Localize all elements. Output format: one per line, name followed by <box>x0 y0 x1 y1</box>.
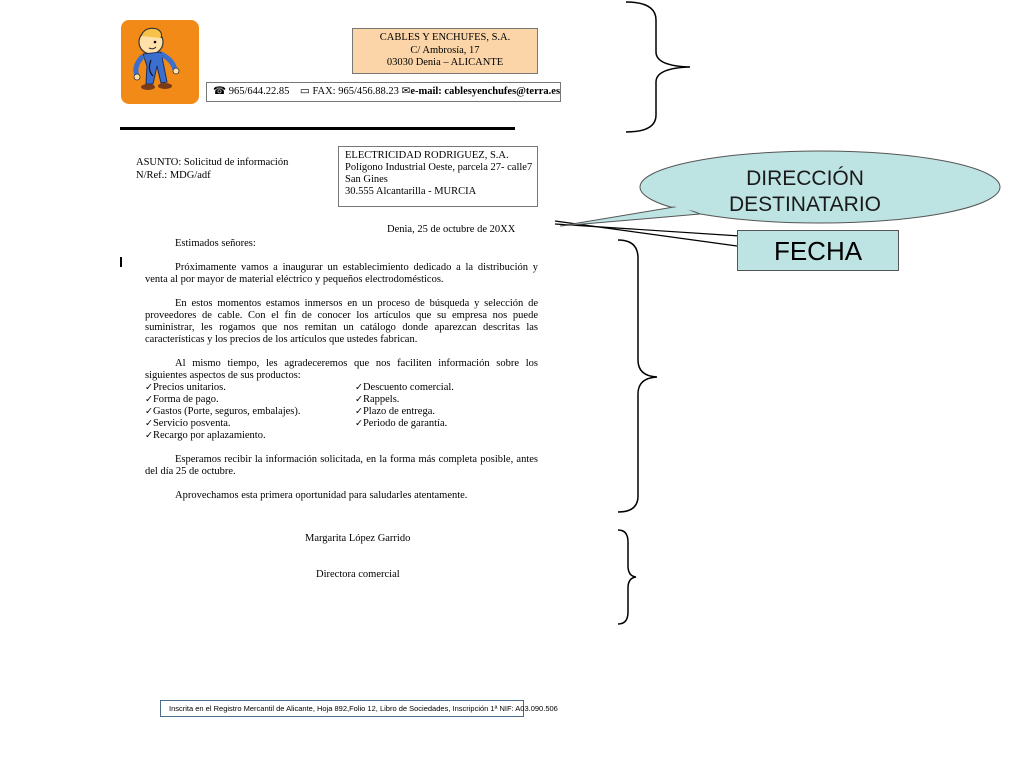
paragraph-3: Al mismo tiempo, les agradeceremos que nos faciliten información sobre los siguientes aspectos de sus productos: <box>145 358 538 381</box>
list-item-label: Plazo de entrega. <box>362 406 435 417</box>
list-item-label: Periodo de garantía. <box>362 418 448 429</box>
checkmark-icon: ✓ <box>145 430 153 441</box>
signer-name: Margarita López Garrido <box>305 533 411 544</box>
paragraph-5: Aprovechamos esta primera oportunidad para saludarles atentamente. <box>175 490 468 501</box>
recipient-line2: San Gines <box>345 174 388 185</box>
company-city: 03030 Denia – ALICANTE <box>386 57 504 68</box>
checkmark-icon: ✓ <box>145 382 153 393</box>
date-callout: FECHA <box>737 230 899 271</box>
paragraph-2: En estos momentos estamos inmersos en un proceso de búsqueda y selección de proveedores de cable. Con el fin de conocer los artículos que su empresa nos puede suministrar, les rogamos que nos remitan un catálogo donde aparezcan descritas las características y los precios de los artículos que ustedes fabrican. <box>145 298 538 345</box>
email-address[interactable]: e-mail: cablesyenchufes@terra.es <box>410 86 561 97</box>
greeting: Estimados señores: <box>175 238 256 249</box>
letter-date: Denia, 25 de octubre de 20XX <box>387 224 516 235</box>
checkmark-icon: ✓ <box>355 406 363 417</box>
checkmark-icon: ✓ <box>145 418 153 429</box>
phone-icon: ☎ <box>213 86 227 97</box>
list-item-label: Recargo por aplazamiento. <box>152 430 266 441</box>
signer-role: Directora comercial <box>316 569 400 580</box>
recipient-address-callout: DIRECCIÓN DESTINATARIO <box>728 167 882 216</box>
subject-line: ASUNTO: Solicitud de información <box>136 157 289 168</box>
paragraph-1: Próximamente vamos a inaugurar un establecimiento dedicado a la distribución y venta al por mayor de material eléctrico y pequeños electrodomésticos. <box>145 262 538 285</box>
mail-icon: ✉ <box>401 86 411 97</box>
list-item-label: Servicio posventa. <box>152 418 231 429</box>
registry-footer: Inscrita en el Registro Mercantil de Alicante, Hoja 892,Folio 12, Libro de Sociedades, Inscripción 1ª NIF: A03.090.506 <box>160 700 524 717</box>
fax-icon: ▭ <box>299 86 310 97</box>
checkmark-icon: ✓ <box>145 406 153 417</box>
list-item-label: Rappels. <box>362 394 400 405</box>
fax-number: FAX: 965/456.88.23 <box>312 86 399 97</box>
company-street: C/ Ambrosía, 17 <box>410 44 480 56</box>
list-item-label: Gastos (Porte, seguros, embalajes). <box>152 406 301 417</box>
list-item-label: Descuento comercial. <box>362 382 454 393</box>
curly-brace-icon <box>626 2 690 132</box>
checkmark-icon: ✓ <box>355 382 363 393</box>
checkmark-icon: ✓ <box>145 394 153 405</box>
phone-number: 965/644.22.85 <box>228 86 290 97</box>
list-item-label: Precios unitarios. <box>152 382 226 393</box>
paragraph-4: Esperamos recibir la información solicitada, en la forma más completa posible, antes del día 25 de octubre. <box>145 454 538 477</box>
reference-line: N/Ref.: MDG/adf <box>136 169 211 181</box>
recipient-name: ELECTRICIDAD RODRIGUEZ, S.A. <box>345 150 509 161</box>
curly-brace-icon <box>618 530 636 624</box>
checkmark-icon: ✓ <box>355 418 363 429</box>
recipient-line1: Polígono Industrial Oeste, parcela 27- calle7 <box>345 162 533 173</box>
company-name: CABLES Y ENCHUFES, S.A. <box>379 32 511 43</box>
checkmark-icon: ✓ <box>355 394 363 405</box>
curly-brace-icon <box>618 240 657 512</box>
list-item-label: Forma de pago. <box>152 394 219 405</box>
recipient-line3: 30.555 Alcantarilla - MURCIA <box>345 186 477 197</box>
